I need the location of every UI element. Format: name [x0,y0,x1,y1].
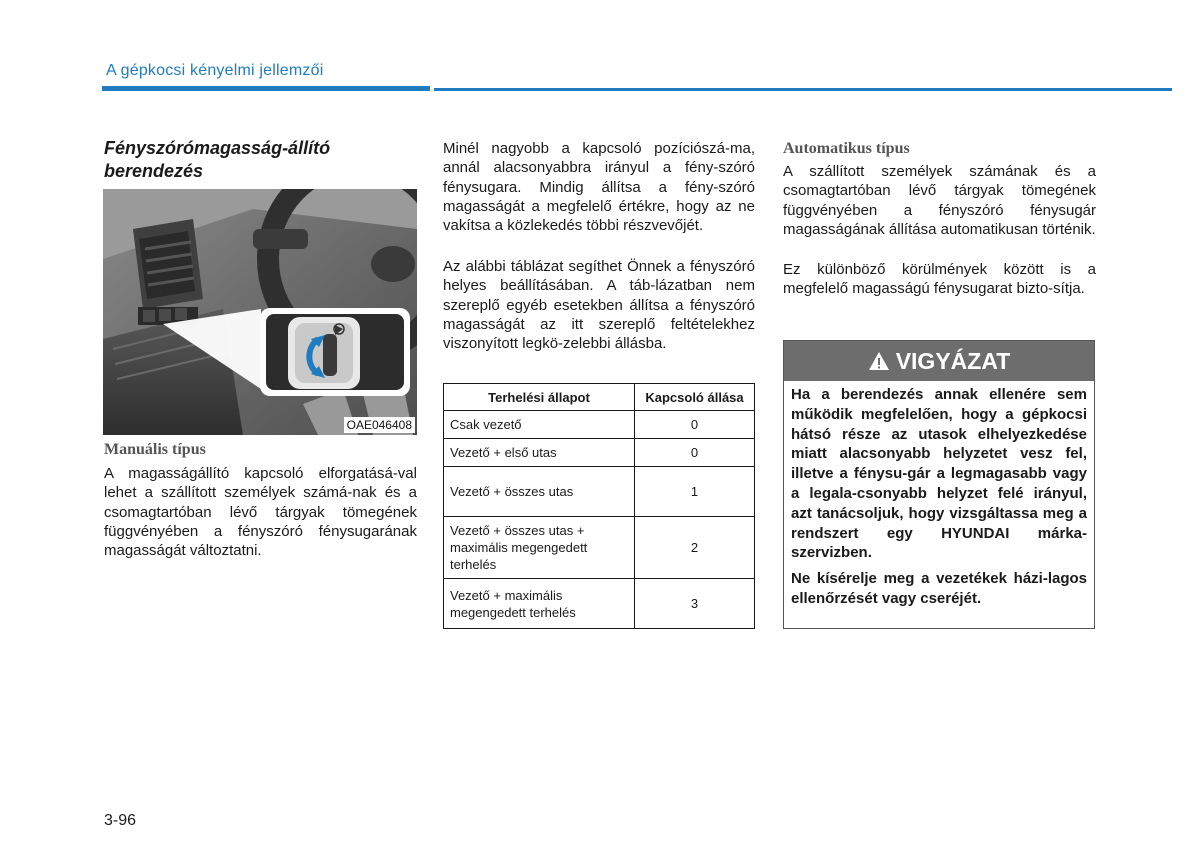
middle-paragraph-1: Minél nagyobb a kapcsoló pozíciószá-ma, annál alacsonyabbra irányul a fény-szóró fénysugara. Mindig állítsa a fény-szóró magasságát a megfelelő értékre, hogy az ne vakítsa a közlekedés többi részvevőjét. [443,140,755,235]
image-code: OAE046408 [344,417,415,433]
warning-icon [868,351,890,371]
table-cell-position: 1 [635,467,755,517]
caution-box [783,340,1095,629]
caution-paragraph-2: Ne kísérelje meg a vezetékek házi-lagos ellenőrzését vagy cseréjét. [791,570,1087,607]
automatic-type-subhead: Automatikus típus [783,140,910,157]
table-cell-condition: Vezető + összes utas [444,467,635,517]
table-header-row [444,384,755,411]
table-cell-position: 0 [635,411,755,439]
caution-body [784,381,1094,609]
header-bar-thin [434,88,1172,91]
header-bar [102,86,430,91]
table-cell-position: 3 [635,579,755,629]
manual-type-subhead: Manuális típus [104,441,206,458]
table-row [444,467,755,517]
table-cell-condition: Vezető + összes utas + maximális megengedett terhelés [444,517,635,579]
section-title-line1: Fényszórómagasság-állító [104,138,331,158]
automatic-type-paragraph-2: Ez különböző körülmények között is a megfelelő magasságú fénysugarat bizto-sítja. [783,261,1096,298]
manual-type-paragraph: A magasságállító kapcsoló elforgatásá-val lehet a szállított személyek számá-nak és a csomagtartóban lévő tárgyak tömegének függvényében a fényszóró fénysugarának magasságát változtatni. [104,465,417,560]
table-row [444,579,755,629]
caution-paragraph-1: Ha a berendezés annak ellenére sem működik megfelelően, hogy a gépkocsi hátsó része az utasok elhelyezkedése miatt alacsonyabb helyzetet vesz fel, illetve a fénysu-gár a legmagasabb vagy a legala-csonyabb helyzet felé irányul, azt tanácsoljuk, hogy vizsgáltassa meg a rendszert egy HYUNDAI márka-szervizben. [791,386,1087,562]
table-cell-position: 0 [635,439,755,467]
table-row [444,439,755,467]
table-row [444,411,755,439]
automatic-type-paragraph-1: A szállított személyek számának és a csomagtartóban lévő tárgyak tömegének függvényében a fényszóró fénysugár magasságának állítása automatikusan történik. [783,163,1096,238]
table-cell-condition: Vezető + maximális megengedett terhelés [444,579,635,629]
middle-paragraph-2: Az alábbi táblázat segíthet Önnek a fényszóró helyes beállításában. A táb-lázatban nem szereplő egyéb esetekben állítsa a fényszóró magasságát az itt szereplő feltételekhez viszonyított legkö-zelebbi állásba. [443,258,755,353]
table-cell-position: 2 [635,517,755,579]
table-cell-condition: Vezető + első utas [444,439,635,467]
section-title-line2: berendezés [104,161,204,181]
dashboard-illustration [103,189,417,435]
load-table [443,383,755,629]
headlight-switch-photo [103,189,417,435]
table-header-position: Kapcsoló állása [635,384,755,411]
page-number: 3-96 [104,812,137,829]
caution-title: VIGYÁZAT [895,347,1011,374]
caution-header [784,341,1094,381]
table-header-condition: Terhelési állapot [444,384,635,411]
section-title [104,137,424,183]
table-row [444,517,755,579]
table-cell-condition: Csak vezető [444,411,635,439]
header-title: A gépkocsi kényelmi jellemzői [106,62,324,79]
